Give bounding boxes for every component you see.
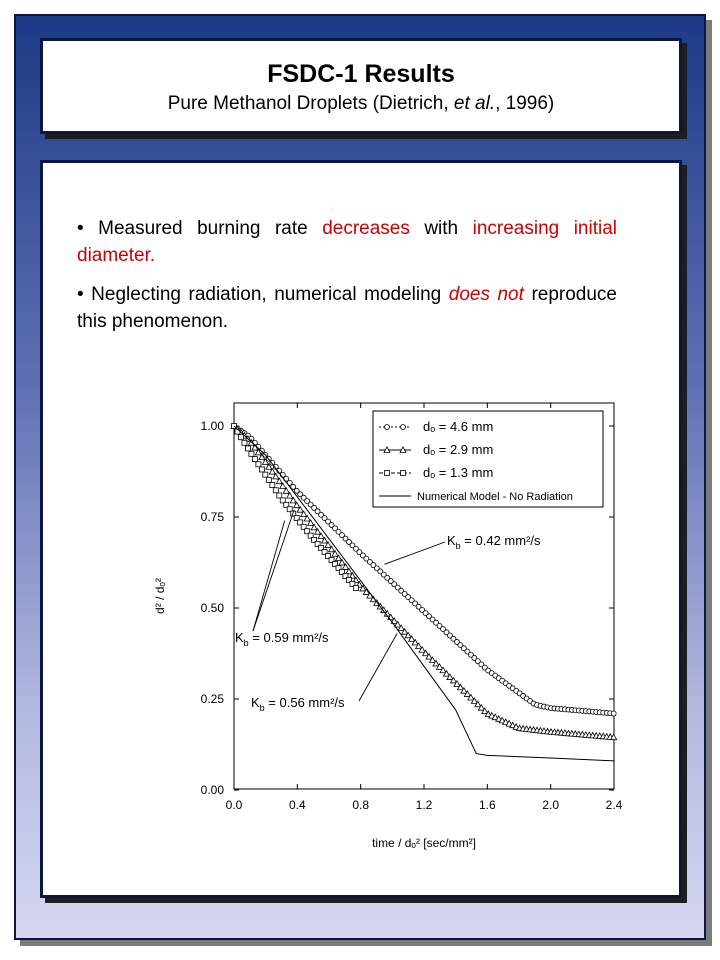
y-tick-label: 1.00 [200,419,224,433]
annotation-leader [359,633,397,701]
annotation-leader [253,521,285,631]
subtitle-pre: Pure Methanol Droplets (Dietrich, [167,93,454,114]
content-panel [40,160,682,898]
x-tick-label: 2.4 [605,798,623,812]
legend-label: Numerical Model - No Radiation [417,491,573,503]
burning-rate-chart [107,387,623,857]
legend [373,411,603,507]
data-point [353,585,358,590]
data-point [385,425,390,430]
bullet-text: with [409,218,473,239]
slide-title: FSDC-1 Results [267,60,455,88]
y-tick-label: 0.00 [200,783,224,797]
bullet-text: • Measured burning rate [77,218,323,239]
y-tick-label: 0.25 [200,692,224,706]
annotation-label: $K_b = 0.42$ mm²/s [447,533,541,551]
annotation-label: $K_b = 0.56$ mm²/s [251,695,345,713]
slide-subtitle [43,93,679,115]
legend-label: dₒ = 4.6 mm [423,419,494,434]
bullet-text-highlight: does not [448,284,524,305]
data-point [611,711,616,716]
y-tick-label: 0.75 [200,510,224,524]
bullet-list [77,215,617,347]
title-panel [40,38,682,134]
subtitle-post: , 1996) [495,93,555,114]
bullet-text-highlight: increasing initial diameter. [77,218,617,266]
bullet-item [77,281,617,335]
data-point [259,467,264,472]
y-tick-label: 0.50 [200,601,224,615]
legend-label: dₒ = 2.9 mm [423,442,494,457]
x-tick-label: 0.4 [288,798,306,812]
data-point [245,446,250,451]
legend-label: dₒ = 1.3 mm [423,465,494,480]
bullet-text: reproduce this phenomenon. [77,284,617,332]
bullet-text-highlight: decreases [322,218,410,239]
annotation-leader [253,510,294,631]
data-point [252,457,257,462]
slide-frame [14,14,706,940]
bullet-item [77,215,617,269]
data-point [266,477,271,482]
data-point [270,483,275,488]
x-tick-label: 1.6 [478,798,496,812]
data-point [263,472,268,477]
x-tick-label: 0.0 [225,798,243,812]
annotation-label: $K_b = 0.59$ mm²/s [235,630,329,648]
data-point [385,471,390,476]
data-point [242,440,247,445]
data-point [401,471,406,476]
annotation-leader [384,542,445,564]
x-tick-label: 0.8 [352,798,370,812]
data-point [401,425,406,430]
bullet-text: • Neglecting radiation, numerical modeling [77,284,449,305]
data-point [273,488,278,493]
x-tick-label: 1.2 [415,798,433,812]
subtitle-italic: et al. [453,93,496,114]
data-point [256,462,261,467]
data-point [277,493,282,498]
data-point [249,451,254,456]
data-point [238,435,243,440]
x-tick-label: 2.0 [542,798,560,812]
y-axis-label: d² / dₒ² [153,578,167,614]
x-axis-label: time / dₒ² [sec/mm²] [372,836,476,850]
